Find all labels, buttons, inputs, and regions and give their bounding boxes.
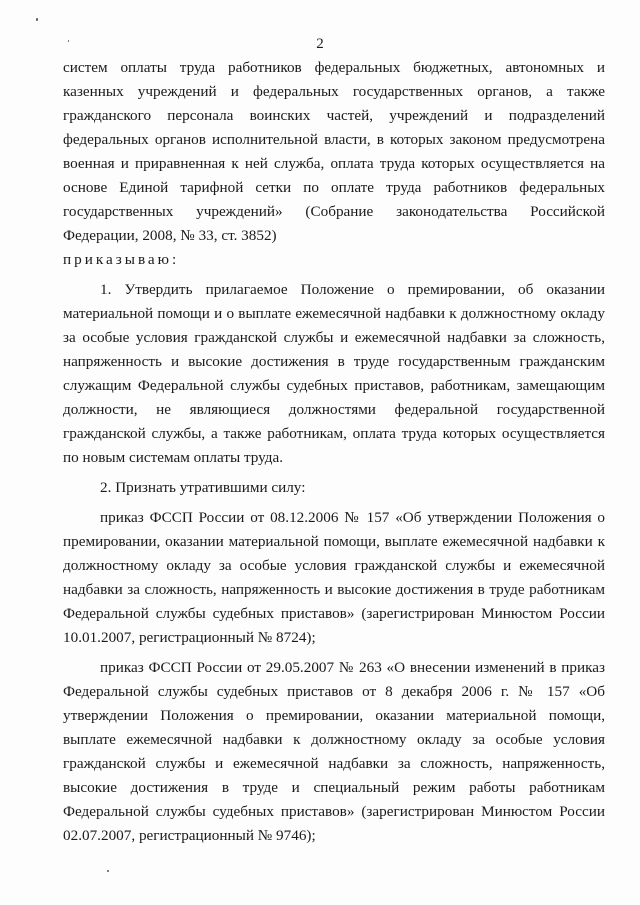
document-body xyxy=(63,56,605,848)
scan-speck xyxy=(36,18,38,21)
item-1-paragraph: 1. Утвердить прилагаемое Положение о премировании, об оказании материальной помощи и о выплате ежемесячной надбавки к должностному окладу за особые условия гражданской службы и ежемесячной надбавки за сложность, напряженность и высокие достижения в труде государственным гражданским служащим Федеральной службы судебных приставов, работникам, замещающим должности, не являющиеся должностями федеральной государственной гражданской службы, а также работникам, оплата труда которых осуществляется по новым системам оплаты труда. xyxy=(63,281,605,466)
intro-paragraph: систем оплаты труда работников федеральных бюджетных, автономных и казенных учреждений и федеральных государственных органов, а также гражданского персонала воинских частей, учреждений и подразделений федеральных органов исполнительной власти, в которых законом предусмотрена военная и приравненная к ней служба, оплата труда которых осуществляется на основе Единой тарифной сетки по оплате труда работников федеральных государственных учреждений» (Собрание законодательства Российской Федерации, 2008, № 33, ст. 3852) xyxy=(63,59,605,244)
item-2-paragraph: 2. Признать утратившими силу: xyxy=(100,479,306,496)
scan-speck xyxy=(107,870,109,872)
page-number: 2 xyxy=(316,36,324,52)
revoked-order-2: приказ ФССП России от 29.05.2007 № 263 «О внесении изменений в приказ Федеральной службы судебных приставов от 8 декабря 2006 г. № 157 «Об утверждении Положения о премировании, оказании материальной помощи, выплате ежемесячной надбавки к должностному окладу за особые условия гражданской службы и ежемесячной надбавки за сложность, напряженность, высокие достижения в труде и специальный режим работы работникам Федеральной службы судебных приставов» (зарегистрирован Минюстом России 02.07.2007, регистрационный № 9746); xyxy=(63,659,605,844)
order-word: приказываю: xyxy=(63,251,180,268)
revoked-order-1: приказ ФССП России от 08.12.2006 № 157 «Об утверждении Положения о премировании, оказании материальной помощи, выплате ежемесячной надбавки к должностному окладу за особые условия гражданской службы и ежемесячной надбавки за сложность, напряженность и высокие достижения в труде работникам Федеральной службы судебных приставов» (зарегистрирован Минюстом России 10.01.2007, регистрационный № 8724); xyxy=(63,509,605,646)
